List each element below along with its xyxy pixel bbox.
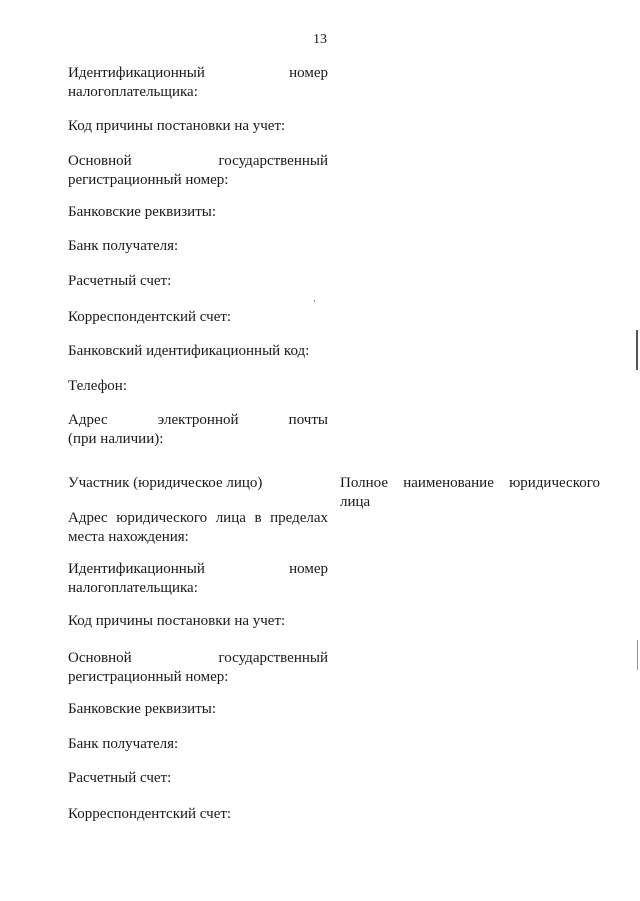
bank-label-2: Банк получателя: <box>68 736 179 752</box>
phone-label: Телефон: <box>68 378 127 394</box>
inn-2-word-1: Идентификационный <box>68 561 205 577</box>
full-name-word-3: юридического <box>509 475 600 491</box>
bank-details-label-2: Банковские реквизиты: <box>68 701 217 717</box>
address-word-1: Адрес <box>68 510 108 526</box>
email-label <box>68 411 328 449</box>
page-number: 13 <box>313 32 327 47</box>
full-name-word-1: Полное <box>340 475 388 491</box>
inn-word-1: Идентификационный <box>68 65 205 81</box>
scan-artifact <box>314 300 315 302</box>
email-line-2: (при наличии): <box>68 431 164 447</box>
corr-account-label: Корреспондентский счет: <box>68 309 232 325</box>
inn-line-2: налогоплательщика: <box>68 84 198 100</box>
address-label <box>68 509 328 547</box>
ogrn-2-line-2: регистрационный номер: <box>68 669 229 685</box>
scan-artifact <box>637 640 638 670</box>
kpp-label-2: Код причины постановки на учет: <box>68 613 286 629</box>
inn-2-line-2: налогоплательщика: <box>68 580 198 596</box>
address-word-4: в <box>254 510 262 526</box>
bik-label: Банковский идентификационный код: <box>68 343 310 359</box>
address-line-2: места нахождения: <box>68 529 189 545</box>
kpp-label: Код причины постановки на учет: <box>68 118 286 134</box>
corr-account-label-2: Корреспондентский счет: <box>68 806 232 822</box>
participant-label: Участник (юридическое лицо) <box>68 475 263 491</box>
ogrn-label-2 <box>68 649 328 687</box>
full-name-word-2: наименование <box>403 475 494 491</box>
address-word-2: юридического <box>116 510 208 526</box>
inn-label-2 <box>68 560 328 598</box>
ogrn-word-2: государственный <box>218 153 328 169</box>
address-word-5: пределах <box>270 510 328 526</box>
email-word-2: электронной <box>157 412 239 428</box>
account-label: Расчетный счет: <box>68 273 172 289</box>
inn-label <box>68 64 328 102</box>
address-word-3: лица <box>215 510 246 526</box>
email-word-3: почты <box>288 412 328 428</box>
scan-artifact <box>636 330 638 370</box>
full-name-line-2: лица <box>340 494 371 510</box>
ogrn-label <box>68 152 328 190</box>
account-label-2: Расчетный счет: <box>68 770 172 786</box>
ogrn-line-2: регистрационный номер: <box>68 172 229 188</box>
bank-details-label: Банковские реквизиты: <box>68 204 217 220</box>
full-name-label <box>340 474 600 512</box>
bank-label: Банк получателя: <box>68 238 179 254</box>
inn-2-word-2: номер <box>289 561 328 577</box>
ogrn-2-word-2: государственный <box>218 650 328 666</box>
email-word-1: Адрес <box>68 412 108 428</box>
ogrn-word-1: Основной <box>68 153 132 169</box>
inn-word-2: номер <box>289 65 328 81</box>
ogrn-2-word-1: Основной <box>68 650 132 666</box>
